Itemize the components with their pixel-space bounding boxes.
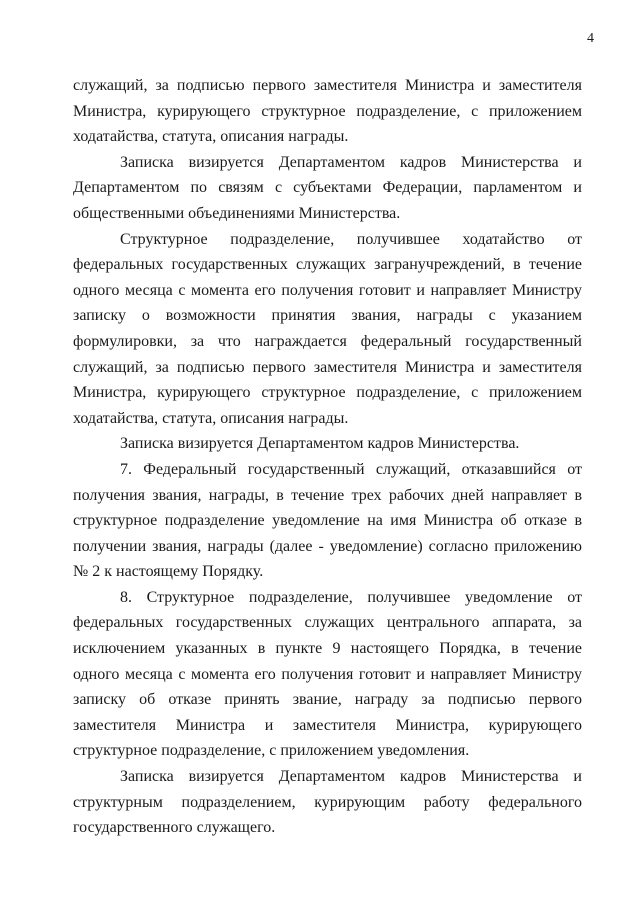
paragraph-continuation: служащий, за подписью первого заместителя Министра и заместителя Министра, курирующего структурное подразделение, с приложением ходатайства, статута, описания награды. [73,77,582,146]
paragraph-visa-structural: Записка визируется Департаментом кадров Министерства и структурным подразделением, курирующим работу федерального государственного служащего. [73,768,582,837]
document-body [73,73,582,841]
paragraph-item-7: 7. Федеральный государственный служащий, отказавшийся от получения звания, награды, в течение трех рабочих дней направляет в структурное подразделение уведомление на имя Министра об отказе в получении звания, награды (далее - уведомление) согласно приложению № 2 к настоящему Порядку. [73,460,582,581]
paragraph-visa-hr: Записка визируется Департаментом кадров Министерства. [120,435,520,453]
paragraph-visa-departments: Записка визируется Департаментом кадров Министерства и Департаментом по связям с субъектами Федерации, парламентом и общественными объединениями Министерства. [73,153,582,222]
paragraph-item-8: 8. Структурное подразделение, получившее уведомление от федеральных государственных служащих центрального аппарата, за исключением указанных в пункте 9 настоящего Порядка, в течение одного месяца с момента его получения готовит и направляет Министру записку об отказе принять звание, награду за подписью первого заместителя Министра и заместителя Министра, курирующего структурное подразделение, с приложением уведомления. [73,588,582,760]
page-number: 4 [587,31,594,46]
paragraph-foreign-missions: Структурное подразделение, получившее ходатайство от федеральных государственных служащих загранучреждений, в течение одного месяца с момента его получения готовит и направляет Министру записку о возможности принятия звания, награды с указанием формулировки, за что награждается федеральный государственный служащий, за подписью первого заместителя Министра и заместителя Министра, курирующего структурное подразделение, с приложением ходатайства, статута, описания награды. [73,230,582,427]
